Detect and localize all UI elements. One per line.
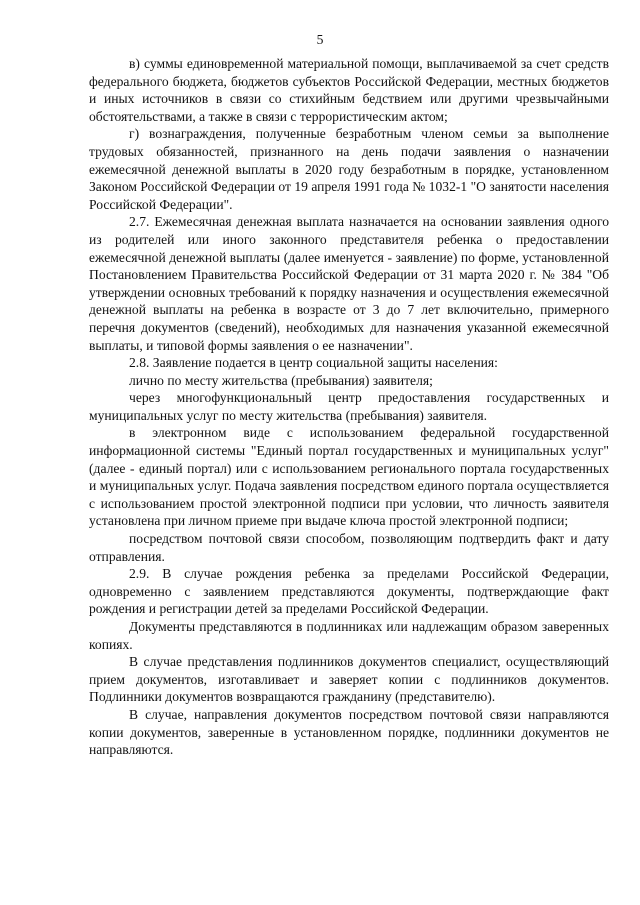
paragraph-originals: Документы представляются в подлинниках или надлежащим образом заверенных копиях. [89,619,609,652]
paragraph-2-8: 2.8. Заявление подается в центр социальной защиты населения: [129,355,498,371]
paragraph-mfc: через многофункциональный центр предоставления государственных и муниципальных услуг по месту жительства (пребывания) заявителя. [89,390,609,423]
paragraph-in-person: лично по месту жительства (пребывания) заявителя; [129,372,433,388]
paragraph-subitem-g: г) вознаграждения, полученные безработным членом семьи за выполнение трудовых обязанностей, признанного на день подачи заявления о назначении ежемесячной денежной выплаты в 2020 году безработным в порядке, установленном Законом Российской Федерации от 19 апреля 1991 года № 1032-1 "О занятости населения Российской Федерации". [89,126,609,212]
paragraph-copies: В случае представления подлинников документов специалист, осуществляющий прием документов, изготавливает и заверяет копии с подлинников документов. Подлинники документов возвращаются гражданину (представителю). [89,654,609,705]
paragraph-mail-copies: В случае, направления документов посредством почтовой связи направляются копии документов, заверенные в установленном порядке, подлинники документов не направляются. [89,706,609,758]
paragraph-subitem-v: в) суммы единовременной материальной помощи, выплачиваемой за счет средств федерального бюджета, бюджетов субъектов Российской Федерации, местных бюджетов и иных источников в связи со стихийным бедствием или другими чрезвычайными обстоятельствами, а также в связи с террористическим актом; [89,56,609,124]
paragraph-2-7: 2.7. Ежемесячная денежная выплата назначается на основании заявления одного из родителей или иного законного представителя ребенка о предоставлении ежемесячной денежной выплаты (далее именуется - заявление) по форме, установленной Постановлением Правительства Российской Федерации от 31 марта 2020 г. № 384 "Об утверждении основных требований к порядку назначения и осуществления ежемесячной денежной выплаты на ребенка в возрасте от 3 до 7 лет включительно, примерного перечня документов (сведений), необходимых для назначения указанной ежемесячной выплаты, и типовой формы заявления о ее назначении". [89,214,609,353]
paragraph-postal: посредством почтовой связи способом, позволяющим подтвердить факт и дату отправления. [89,531,609,564]
paragraph-2-9: 2.9. В случае рождения ребенка за пределами Российской Федерации, одновременно с заявлением представляются документы, подтверждающие факт рождения и регистрации детей за пределами Российской Федерации. [89,566,609,617]
page-number: 5 [316,32,324,47]
document-body [89,55,609,759]
paragraph-electronic: в электронном виде с использованием федеральной государственной информационной системы "Единый портал государственных и муниципальных услуг" (далее - единый портал) или с использованием регионального портала государственных и муниципальных услуг. Подача заявления посредством единого портала осуществляется с использованием простой электронной подписи при условии, что личность заявителя установлена при личном приеме при выдаче ключа простой электронной подписи; [89,425,609,529]
